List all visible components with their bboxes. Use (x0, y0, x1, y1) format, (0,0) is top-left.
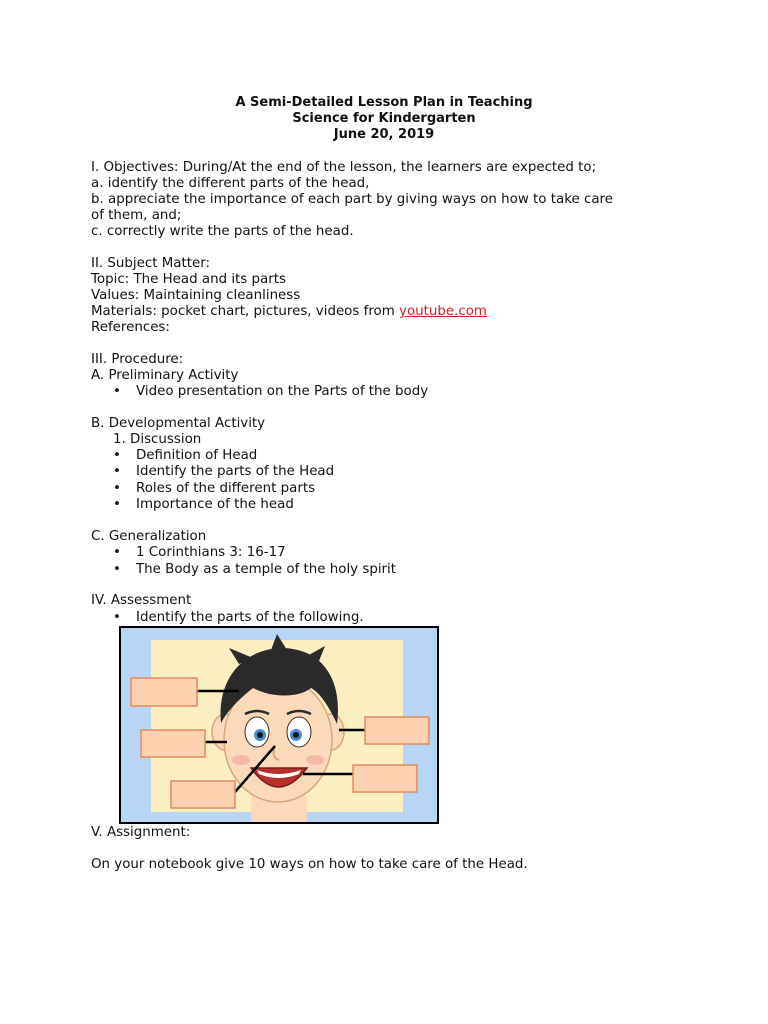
objectives-heading: I. Objectives: During/At the end of the lesson, the learners are expected to; (91, 160, 597, 175)
materials-text: Materials: pocket chart, pictures, videos from (91, 304, 400, 319)
discussion-heading: 1. Discussion (113, 432, 202, 447)
head-parts-figure (119, 626, 439, 824)
youtube-link[interactable]: youtube.com (399, 304, 487, 319)
subject-materials (91, 304, 487, 320)
subject-references: References: (91, 320, 170, 335)
assignment-heading: V. Assignment: (91, 825, 191, 840)
objective-b-line1: b. appreciate the importance of each part by giving ways on how to take care (91, 192, 613, 207)
left-cheek (232, 755, 250, 765)
label-box-1[interactable] (131, 678, 197, 706)
subject-topic: Topic: The Head and its parts (91, 272, 286, 287)
assignment-text: On your notebook give 10 ways on how to take care of the Head. (91, 857, 528, 872)
bullet-icon: • (113, 545, 121, 560)
bullet-icon: • (113, 562, 121, 577)
objective-c: c. correctly write the parts of the head. (91, 224, 354, 239)
label-box-4[interactable] (365, 717, 429, 744)
bullet-icon: • (113, 497, 121, 512)
lesson-plan-page: A Semi-Detailed Lesson Plan in Teaching Science for Kindergarten June 20, 2019 I. Objectives: During/At the end of the lesson, the learners are expected to; a. identify the different parts of the head, b. appreciate the importance of each part by giving ways on how to take care of them, and; c. correctly write the parts of the head. II. Subject Matter: Topic: The Head and its parts Values: Maintaining cleanliness Materials: pocket chart, pictures, videos from youtube.com References: III. Procedure: A. Preliminary Activity • Video presentation on the Parts of the body B. Developmental Activity 1. Discussion • Definition of Head • Identify the parts of the Head • Roles of the different parts • Importance of the head C. Generalization • 1 Corinthians 3: 16-17 • The Body as a temple of the holy spirit IV. Assessment • Identify the parts of the following. V. Assignment: On your notebook give 10 ways on how to take care of the Head. (0, 0, 768, 1024)
right-pupil (293, 732, 299, 738)
document-title-line2: Science for Kindergarten (292, 111, 476, 126)
label-box-3[interactable] (171, 781, 235, 808)
document-title-line1: A Semi-Detailed Lesson Plan in Teaching (235, 95, 533, 110)
procedure-heading: III. Procedure: (91, 352, 184, 367)
assessment-heading: IV. Assessment (91, 593, 192, 608)
developmental-heading: B. Developmental Activity (91, 416, 266, 431)
label-box-2[interactable] (141, 730, 205, 757)
subject-values: Values: Maintaining cleanliness (91, 288, 301, 303)
cartoon-head-illustration (121, 628, 437, 822)
bullet-icon: • (113, 481, 121, 496)
left-pupil (257, 732, 263, 738)
right-cheek (306, 755, 324, 765)
objective-b-line2: of them, and; (91, 208, 182, 223)
preliminary-heading: A. Preliminary Activity (91, 368, 239, 383)
document-date: June 20, 2019 (333, 127, 435, 142)
generalization-heading: C. Generalization (91, 529, 207, 544)
subject-matter-heading: II. Subject Matter: (91, 256, 211, 271)
label-box-5[interactable] (353, 765, 417, 792)
bullet-icon: • (113, 384, 121, 399)
objective-a: a. identify the different parts of the head, (91, 176, 370, 191)
bullet-icon: • (113, 610, 121, 625)
bullet-icon: • (113, 448, 121, 463)
bullet-icon: • (113, 464, 121, 479)
